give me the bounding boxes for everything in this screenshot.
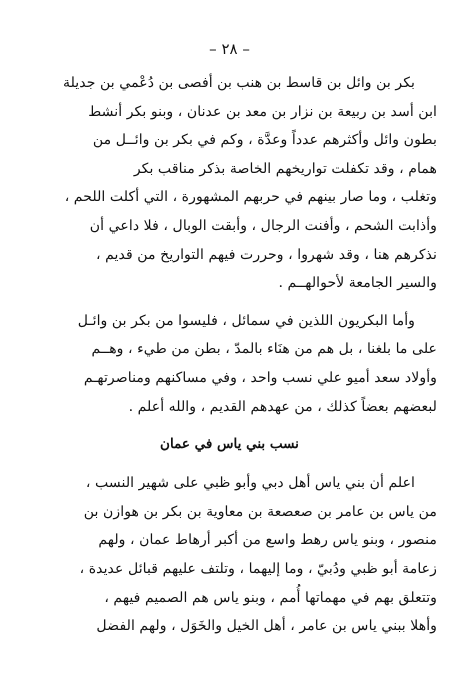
text-line: وأولاد سعد أميو علي نسب واحد ، وفي مساكنهم ومناصرتهـم [83, 369, 437, 386]
paragraph-bakr [22, 69, 437, 298]
text-line: وأهلا ببني ياس بن عامر ، أهل الخيل والخَوَل ، ولهم الفضل [96, 618, 437, 635]
text-line: همام ، وقد تكفلت تواريخهم الخاصة بذكر مناقب بكر [133, 160, 437, 177]
paragraph-bani-yas [22, 469, 437, 641]
paragraph-bakriyun [22, 307, 437, 421]
text-line: ابن أسد بن ربيعة بن نزار بن معد بن عدنان ، وبنو بكر أنشط [88, 103, 437, 120]
text-line: من ياس بن عامر بن صعصعة بن معاوية بن بكر بن هوازن بن [83, 503, 437, 520]
text-line: زعامة أبو ظبي ودُبيّ ، وما إليهما ، وتلتف عليهم قبائل عديدة ، [79, 560, 437, 577]
text-line: على ما بلغنا ، بل هم من هنَاء بالمدّ ، بطن من طيء ، وهــم [91, 341, 437, 358]
text-line: وتتعلق بهم في مهماتها أُمم ، وبنو ياس هم الصميم فيهم ، [104, 589, 437, 606]
text-line: وأذابت الشحم ، وأفنت الرجال ، وأبقت الوبال ، فلا داعي أن [89, 217, 437, 234]
text-line: بكر بن وائل بن قاسط بن هنب بن أفصى بن دُعْمي بن جديلة [63, 75, 415, 91]
section-heading: نسب بني ياس في عمان [160, 436, 299, 453]
text-line: نذكرهم هنا ، وقد شهروا ، وحررت فيهم التواريخ من قديم ، [96, 246, 437, 263]
text-line: اعلم أن بني ياس أهل دبي وأبو ظبي على شهير النسب ، [85, 475, 415, 492]
text-line: بطون وائل وأكثرهم عدداً وعدَّة ، وكم في بكر بن وائــل من [92, 132, 437, 149]
page-number: – ٢٨ – [209, 40, 250, 58]
text-line: وأما البكريون اللذين في سمائل ، فليسوا من بكر بن وائـل [77, 312, 415, 329]
text-line: منصور ، وبنو ياس رهط واسع من أكبر أرهاط عمان ، ولهم [98, 532, 437, 549]
text-line: لبعضهم بعضاً كذلك ، من عهدهم القديم ، والله أعلم . [128, 398, 437, 415]
text-line: والسير الجامعة لأحوالهــم . [278, 275, 437, 292]
text-line: وتغلب ، وما صار بينهم في حربهم المشهورة ، التي أكلت اللحم ، [64, 189, 437, 206]
